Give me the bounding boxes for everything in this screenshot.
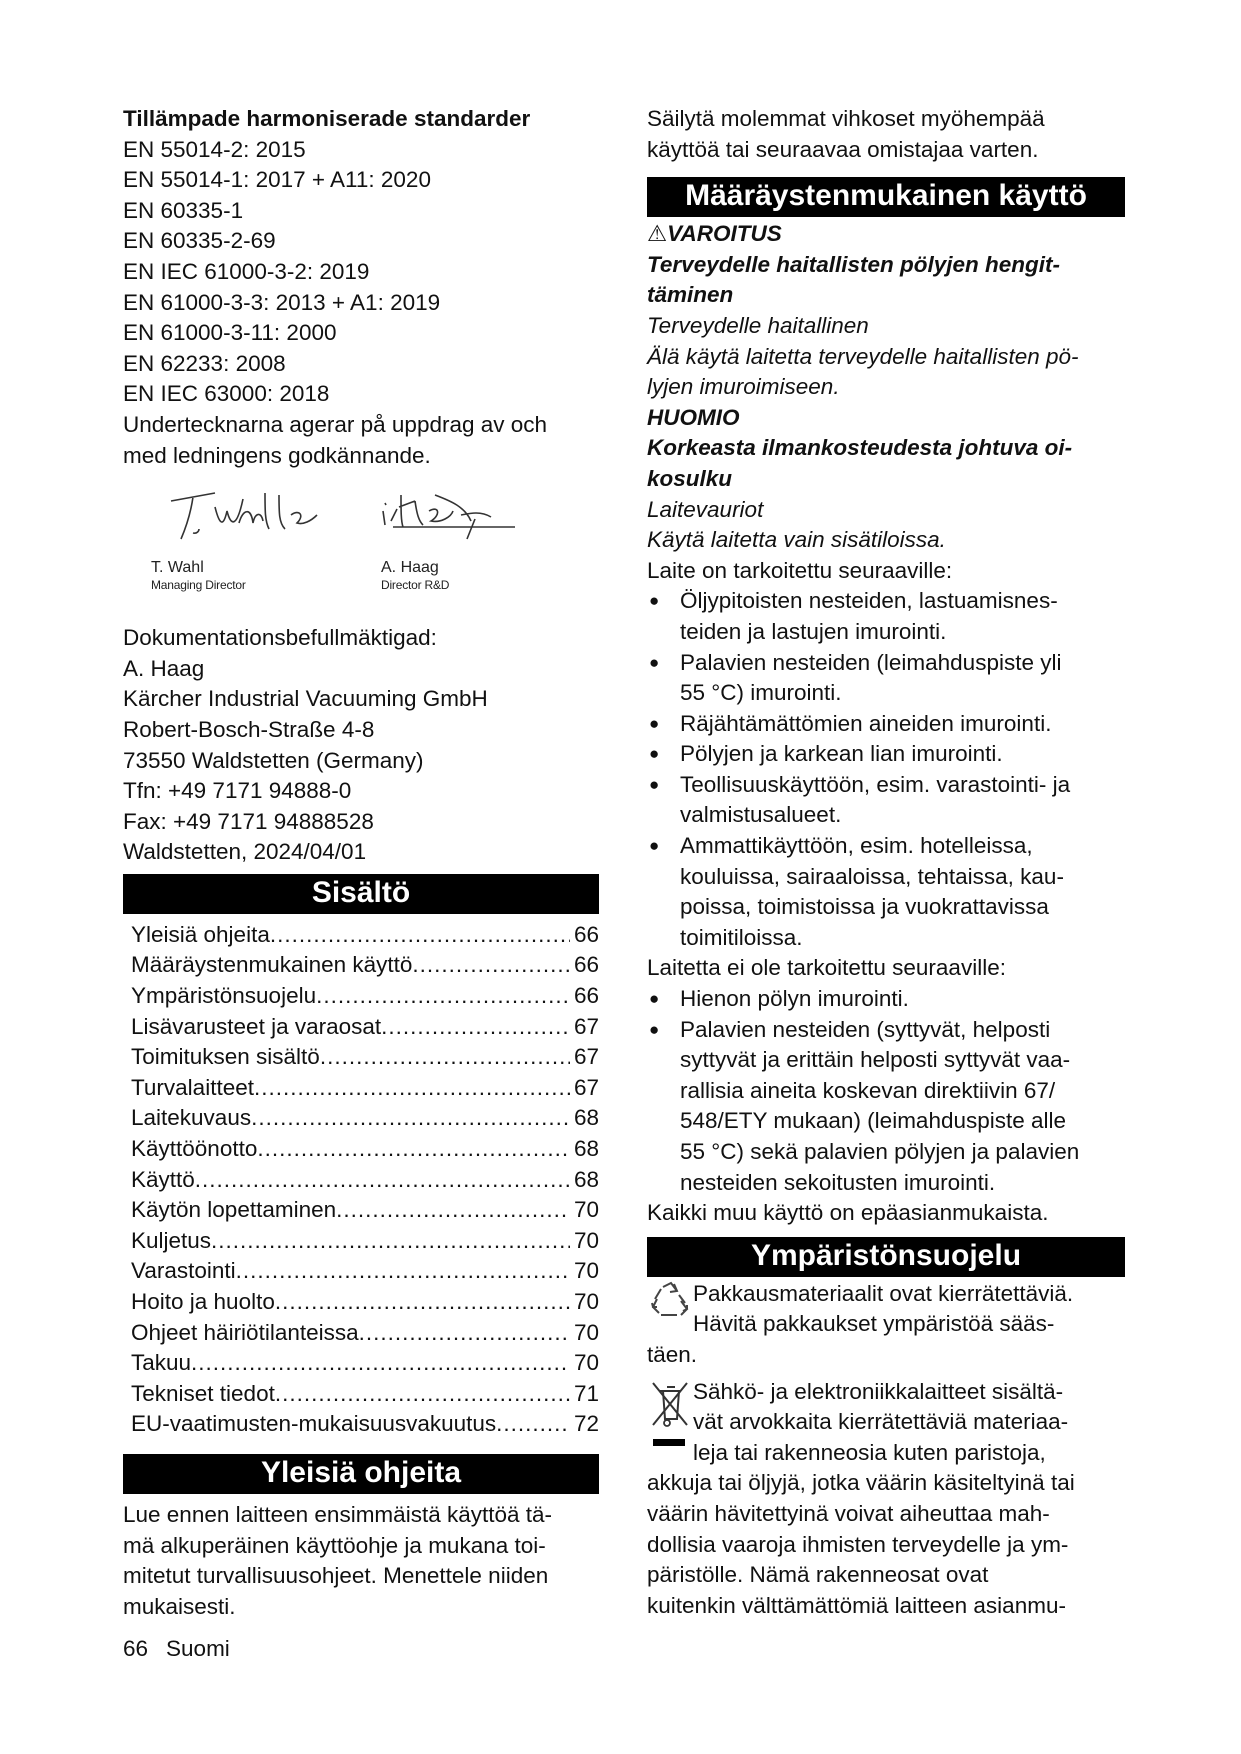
toc-entry[interactable] — [131, 1379, 599, 1410]
toc-entry[interactable] — [131, 1256, 599, 1287]
bullet-icon: ● — [649, 774, 660, 794]
general-text — [123, 1500, 599, 1622]
signature-wahl — [151, 559, 246, 593]
standards-list — [123, 135, 599, 410]
toc-label: Laitekuvaus — [131, 1105, 252, 1131]
warning-body: Terveydelle haitallinen — [647, 312, 869, 338]
usage-heading: Määräystenmukainen käyttö — [647, 177, 1125, 217]
left-column — [123, 104, 599, 1622]
toc-label: Hoito ja huolto — [131, 1289, 275, 1314]
list-item-text: 55 °C) sekä palavien pölyjen ja palavien — [680, 1139, 1080, 1164]
intro-line: Säilytä molemmat vihkoset myöhempää — [647, 106, 1045, 131]
toc-label: Määräystenmukainen käyttö — [131, 952, 413, 978]
list-item — [647, 586, 1125, 647]
toc-page: 70 — [573, 1227, 599, 1253]
documentation-representative — [123, 623, 599, 868]
standard-item: EN 55014-2: 2015 — [123, 136, 306, 162]
list-item — [647, 648, 1125, 709]
weee-text-line: päristölle. Nämä rakenneosat ovat — [647, 1562, 989, 1588]
notice-body: Laitevauriot — [647, 496, 764, 522]
table-of-contents — [123, 920, 599, 1440]
general-text-line: Lue ennen laitteen ensimmäistä käyttöä tä- — [123, 1501, 553, 1527]
weee-notice — [647, 1377, 1125, 1469]
notice-heading: kosulku — [647, 465, 733, 491]
crossed-bin-icon — [647, 1377, 693, 1457]
doc-rep-line: Tfn: +49 7171 94888-0 — [123, 778, 352, 804]
list-item — [647, 770, 1125, 831]
general-text-line: mukaisesti. — [123, 1593, 236, 1619]
toc-entry[interactable] — [131, 1195, 599, 1226]
recycle-text-line: Pakkausmateriaalit ovat kierrätettäviä. — [693, 1280, 1074, 1306]
toc-page: 68 — [573, 1136, 599, 1162]
toc-page: 72 — [573, 1411, 599, 1437]
toc-label: Ohjeet häiriötilanteissa — [131, 1319, 359, 1345]
toc-entry[interactable] — [131, 1073, 599, 1104]
toc-page: 67 — [573, 1013, 599, 1039]
toc-heading: Sisältö — [123, 874, 599, 914]
weee-text-line: kuitenkin välttämättömiä laitteen asianmu- — [647, 1592, 1066, 1618]
toc-label: Lisävarusteet ja varaosat — [131, 1013, 382, 1039]
weee-text-line: akkuja tai öljyjä, jotka väärin käsiteltyinä tai — [647, 1470, 1075, 1496]
list-item-text: rallisia aineita koskevan direktiivin 67/ — [680, 1077, 1056, 1103]
doc-rep-line: Kärcher Industrial Vacuuming GmbH — [123, 686, 488, 712]
list-item-text: Pölyjen ja karkean lian imurointi. — [680, 741, 1003, 767]
signer-role: Director R&D — [381, 578, 450, 593]
toc-page: 66 — [573, 983, 599, 1009]
toc-page: 67 — [573, 1074, 599, 1100]
doc-rep-line: Waldstetten, 2024/04/01 — [123, 839, 367, 865]
other-use-text: Kaikki muu käyttö on epäasianmukaista. — [647, 1200, 1049, 1226]
bullet-icon: ● — [649, 652, 660, 672]
toc-entry[interactable] — [131, 1042, 599, 1073]
warning-heading: Terveydelle haitallisten pölyjen hengit- — [647, 251, 1061, 277]
toc-leader — [336, 1195, 570, 1226]
toc-leader — [254, 1073, 570, 1104]
weee-text-line: väärin hävitettyinä voivat aiheuttaa mah- — [647, 1500, 1050, 1526]
bullet-icon: ● — [649, 989, 660, 1009]
general-text-line: mä alkuperäinen käyttöohje ja mukana toi- — [123, 1532, 546, 1558]
toc-label: Kuljetus — [131, 1227, 212, 1253]
signer-name: T. Wahl — [151, 559, 204, 577]
toc-label: Yleisiä ohjeita — [131, 921, 270, 947]
weee-text-line: Sähkö- ja elektroniikkalaitteet sisältä- — [693, 1378, 1064, 1404]
toc-leader — [270, 920, 570, 951]
recycle-text-line: täen. — [647, 1341, 698, 1367]
signature-wahl-image — [153, 485, 333, 547]
recycle-icon — [647, 1279, 693, 1329]
toc-label: EU-vaatimusten-mukaisuusvakuutus — [131, 1411, 497, 1437]
not-intended-intro: Laitetta ei ole tarkoitettu seuraaville: — [647, 955, 1006, 981]
toc-leader — [251, 1103, 570, 1134]
toc-leader — [211, 1226, 570, 1257]
toc-label: Takuu — [131, 1350, 192, 1376]
toc-leader — [257, 1134, 570, 1165]
toc-page: 67 — [573, 1044, 599, 1070]
toc-page: 66 — [573, 921, 599, 947]
list-item-text: Räjähtämättömien aineiden imurointi. — [680, 710, 1052, 736]
standard-item: EN 60335-1 — [123, 197, 244, 223]
toc-leader — [275, 1379, 570, 1410]
signers-text-line: Undertecknarna agerar på uppdrag av och — [123, 411, 548, 437]
list-item-text: Ammattikäyttöön, esim. hotelleissa, — [680, 833, 1033, 859]
not-intended-list — [647, 984, 1125, 1198]
toc-leader — [195, 1165, 570, 1196]
list-item-text: syttyvät ja erittäin helposti syttyvät vaa- — [680, 1047, 1071, 1073]
toc-entry[interactable] — [131, 1318, 599, 1349]
toc-entry[interactable] — [131, 1165, 599, 1196]
weee-text — [693, 1377, 1125, 1469]
toc-entry[interactable] — [131, 920, 599, 951]
toc-entry[interactable] — [131, 1348, 599, 1379]
standards-heading: Tillämpade harmoniserade standarder — [123, 106, 531, 131]
toc-page: 70 — [573, 1258, 599, 1284]
toc-leader — [191, 1348, 570, 1379]
toc-label: Tekniset tiedot — [131, 1380, 275, 1406]
toc-entry[interactable] — [131, 981, 599, 1012]
toc-label: Käyttö — [131, 1166, 195, 1192]
signature-haag-image — [375, 481, 525, 547]
signers-text-line: med ledningens godkännande. — [123, 442, 431, 468]
standard-item: EN IEC 63000: 2018 — [123, 381, 330, 407]
bullet-icon: ● — [649, 591, 660, 611]
standard-item: EN 60335-2-69 — [123, 228, 276, 254]
list-item — [647, 739, 1125, 770]
toc-entry[interactable] — [131, 950, 599, 981]
footer-language: Suomi — [166, 1636, 230, 1661]
standard-item: EN 61000-3-11: 2000 — [123, 320, 337, 346]
list-item-text: valmistusalueet. — [680, 802, 842, 828]
toc-leader — [316, 981, 570, 1012]
doc-rep-line: A. Haag — [123, 655, 205, 681]
doc-rep-line: 73550 Waldstetten (Germany) — [123, 747, 424, 773]
toc-leader — [412, 950, 570, 981]
toc-page: 68 — [573, 1166, 599, 1192]
standard-item: EN 62233: 2008 — [123, 350, 286, 376]
recycle-text-line: Hävitä pakkaukset ympäristöä sääs- — [693, 1311, 1055, 1337]
weee-text-line: vät arvokkaita kierrätettäviä materiaa- — [693, 1409, 1069, 1435]
weee-text-line: dollisia vaaroja ihmisten terveydelle ja ym- — [647, 1531, 1069, 1557]
list-item-text: Hienon pölyn imurointi. — [680, 986, 909, 1012]
list-item — [647, 984, 1125, 1015]
weee-text-line: leja tai rakenneosia kuten paristoja, — [693, 1439, 1046, 1465]
recycle-text — [693, 1279, 1125, 1340]
notice-heading: Korkeasta ilmankosteudesta johtuva oi- — [647, 435, 1073, 461]
toc-label: Toimituksen sisältö — [131, 1044, 320, 1070]
warning-body: Älä käytä laitetta terveydelle haitallisten pö- — [647, 343, 1079, 369]
doc-rep-line: Robert-Bosch-Straße 4-8 — [123, 716, 375, 742]
toc-leader — [359, 1318, 570, 1349]
toc-page: 71 — [573, 1380, 599, 1406]
toc-entry[interactable] — [131, 1103, 599, 1134]
notice-body: Käytä laitetta vain sisätiloissa. — [647, 527, 946, 553]
list-item-text: Palavien nesteiden (leimahduspiste yli — [680, 649, 1062, 675]
toc-page: 70 — [573, 1350, 599, 1376]
toc-leader — [496, 1409, 570, 1440]
toc-leader — [381, 1012, 570, 1043]
toc-page: 70 — [573, 1319, 599, 1345]
list-item — [647, 1015, 1125, 1199]
warning-body: lyjen imuroimiseen. — [647, 374, 840, 400]
toc-label: Varastointi — [131, 1258, 236, 1284]
doc-rep-line: Dokumentationsbefullmäktigad: — [123, 625, 437, 651]
toc-entry[interactable] — [131, 1287, 599, 1318]
list-item-text: Teollisuuskäyttöön, esim. varastointi- ja — [680, 771, 1071, 797]
signature-block — [123, 481, 599, 619]
list-item-text: Palavien nesteiden (syttyvät, helposti — [680, 1016, 1051, 1042]
bullet-icon: ● — [649, 1019, 660, 1039]
toc-label: Turvalaitteet — [131, 1074, 254, 1100]
right-column — [647, 104, 1125, 1621]
toc-leader — [275, 1287, 570, 1318]
warning-label: ⚠VAROITUS — [647, 221, 782, 247]
toc-page: 68 — [573, 1105, 599, 1131]
list-item-text: kouluissa, sairaaloissa, tehtaissa, kau- — [680, 863, 1064, 889]
doc-rep-line: Fax: +49 7171 94888528 — [123, 808, 374, 834]
standard-item: EN 61000-3-3: 2013 + A1: 2019 — [123, 289, 441, 315]
toc-entry[interactable] — [131, 1012, 599, 1043]
environment-heading: Ympäristönsuojelu — [647, 1237, 1125, 1277]
list-item — [647, 709, 1125, 740]
standard-item: EN 55014-1: 2017 + A11: 2020 — [123, 167, 431, 193]
toc-entry[interactable] — [131, 1134, 599, 1165]
list-item-text: teiden ja lastujen imurointi. — [680, 618, 947, 644]
toc-entry[interactable] — [131, 1409, 599, 1440]
list-item-text: Öljypitoisten nesteiden, lastuamisnes- — [680, 588, 1058, 614]
list-item-text: toimitiloissa. — [680, 924, 803, 950]
page-number: 66 — [123, 1636, 149, 1661]
list-item — [647, 831, 1125, 953]
toc-page: 70 — [573, 1289, 599, 1314]
bullet-icon: ● — [649, 744, 660, 764]
intro-line: käyttöä tai seuraavaa omistajaa varten. — [647, 136, 1039, 162]
toc-leader — [236, 1256, 570, 1287]
general-heading: Yleisiä ohjeita — [123, 1454, 599, 1494]
bullet-icon: ● — [649, 836, 660, 856]
warning-heading: täminen — [647, 282, 734, 308]
intended-list — [647, 586, 1125, 953]
recycle-notice — [647, 1279, 1125, 1340]
general-text-line: mitetut turvallisuusohjeet. Menettele niiden — [123, 1563, 549, 1589]
toc-label: Käytön lopettaminen — [131, 1197, 337, 1223]
signer-role: Managing Director — [151, 578, 246, 593]
intended-intro: Laite on tarkoitettu seuraaville: — [647, 557, 953, 583]
toc-page: 66 — [573, 952, 599, 978]
toc-label: Ympäristönsuojelu — [131, 983, 317, 1009]
signer-name: A. Haag — [381, 559, 439, 577]
list-item-text: poissa, toimistoissa ja vuokrattavissa — [680, 894, 1049, 920]
toc-leader — [320, 1042, 570, 1073]
toc-entry[interactable] — [131, 1226, 599, 1257]
signature-haag — [381, 559, 449, 593]
list-item-text: 548/ETY mukaan) (leimahduspiste alle — [680, 1108, 1067, 1134]
standard-item: EN IEC 61000-3-2: 2019 — [123, 258, 370, 284]
toc-label: Käyttöönotto — [131, 1136, 258, 1162]
toc-page: 70 — [573, 1197, 599, 1223]
list-item-text: nesteiden sekoitusten imurointi. — [680, 1169, 996, 1195]
page-footer — [123, 1636, 248, 1662]
list-item-text: 55 °C) imurointi. — [680, 680, 842, 706]
notice-label: HUOMIO — [647, 404, 740, 430]
bullet-icon: ● — [649, 713, 660, 733]
